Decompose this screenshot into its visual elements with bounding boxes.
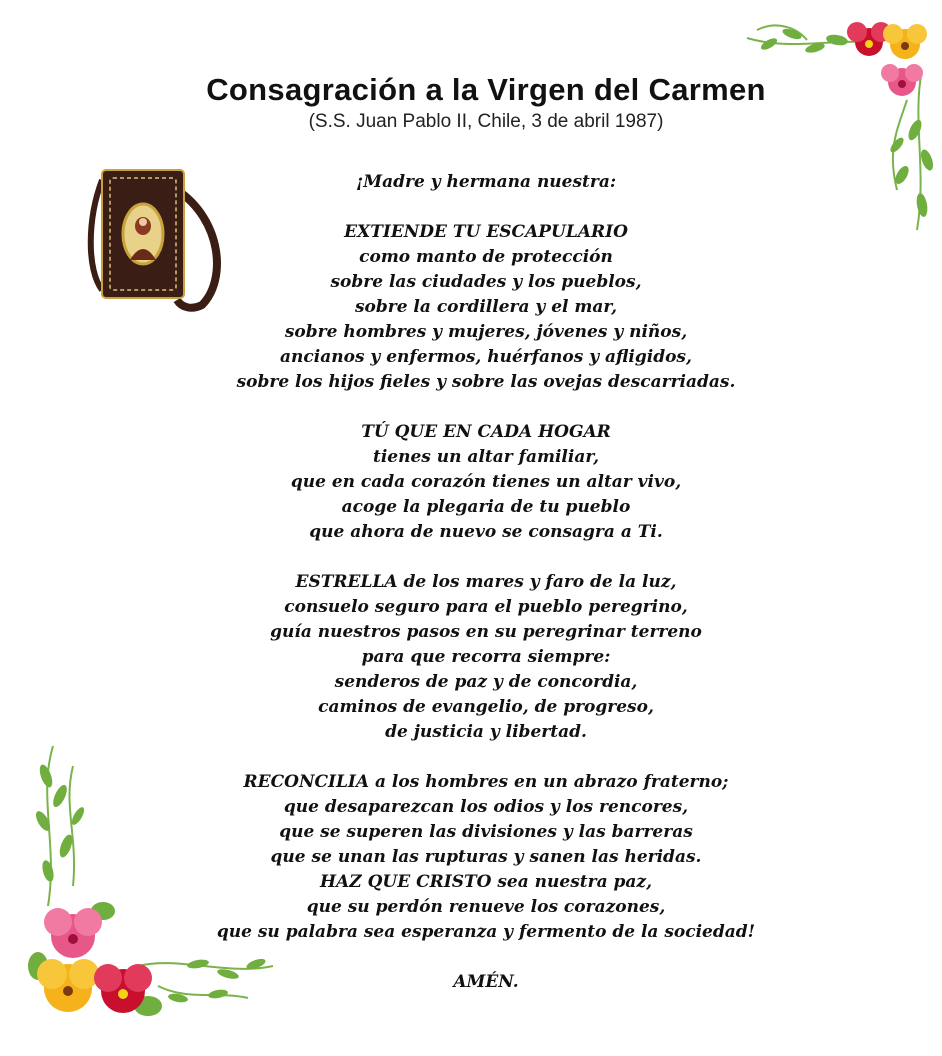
poem-line: ancianos y enfermos, huérfanos y afligidos, — [280, 347, 692, 367]
poem-opening: ¡Madre y hermana nuestra: — [355, 172, 617, 192]
page-subtitle: (S.S. Juan Pablo II, Chile, 3 de abril 1987) — [308, 111, 664, 132]
poem-line: tienes un altar familiar, — [373, 447, 599, 467]
poem-line: sobre las ciudades y los pueblos, — [330, 272, 642, 292]
poem-line: que su perdón renueve los corazones, — [306, 897, 666, 917]
poem-line: sobre los hijos fieles y sobre las ovejas descarriadas. — [236, 372, 736, 392]
poem-line: RECONCILIA a los hombres en un abrazo fraterno; — [243, 772, 729, 792]
poem-line: sobre la cordillera y el mar, — [354, 297, 618, 317]
page-title: Consagración a la Virgen del Carmen — [206, 72, 766, 107]
poem-line: de justicia y libertad. — [385, 722, 587, 742]
poem-line: que su palabra sea esperanza y fermento de la sociedad! — [216, 922, 756, 942]
poem-line: guía nuestros pasos en su peregrinar terreno — [270, 622, 702, 642]
poem-line: que se superen las divisiones y las barreras — [279, 822, 693, 842]
poem-line: consuelo seguro para el pueblo peregrino, — [284, 597, 688, 617]
poem-line: ESTRELLA de los mares y faro de la luz, — [295, 572, 677, 592]
poem-line: como manto de protección — [359, 247, 613, 267]
poem-line: que ahora de nuevo se consagra a Ti. — [309, 522, 663, 542]
poem-line: caminos de evangelio, de progreso, — [318, 697, 654, 717]
poem-line: para que recorra siempre: — [361, 647, 611, 667]
poem-line: sobre hombres y mujeres, jóvenes y niños, — [284, 322, 688, 342]
poem-line: que desaparezcan los odios y los rencores, — [283, 797, 689, 817]
poem-line: TÚ QUE EN CADA HOGAR — [361, 422, 611, 442]
poem-line: HAZ QUE CRISTO sea nuestra paz, — [320, 872, 652, 892]
poem-closing: AMÉN. — [453, 972, 519, 992]
poem-line: senderos de paz y de concordia, — [334, 672, 638, 692]
poem-line: que en cada corazón tienes un altar vivo, — [290, 472, 682, 492]
poem-line: EXTIENDE TU ESCAPULARIO — [344, 222, 628, 242]
poem-line: que se unan las rupturas y sanen las heridas. — [270, 847, 702, 867]
poem-line: acoge la plegaria de tu pueblo — [341, 497, 631, 517]
prayer-text — [0, 170, 942, 995]
